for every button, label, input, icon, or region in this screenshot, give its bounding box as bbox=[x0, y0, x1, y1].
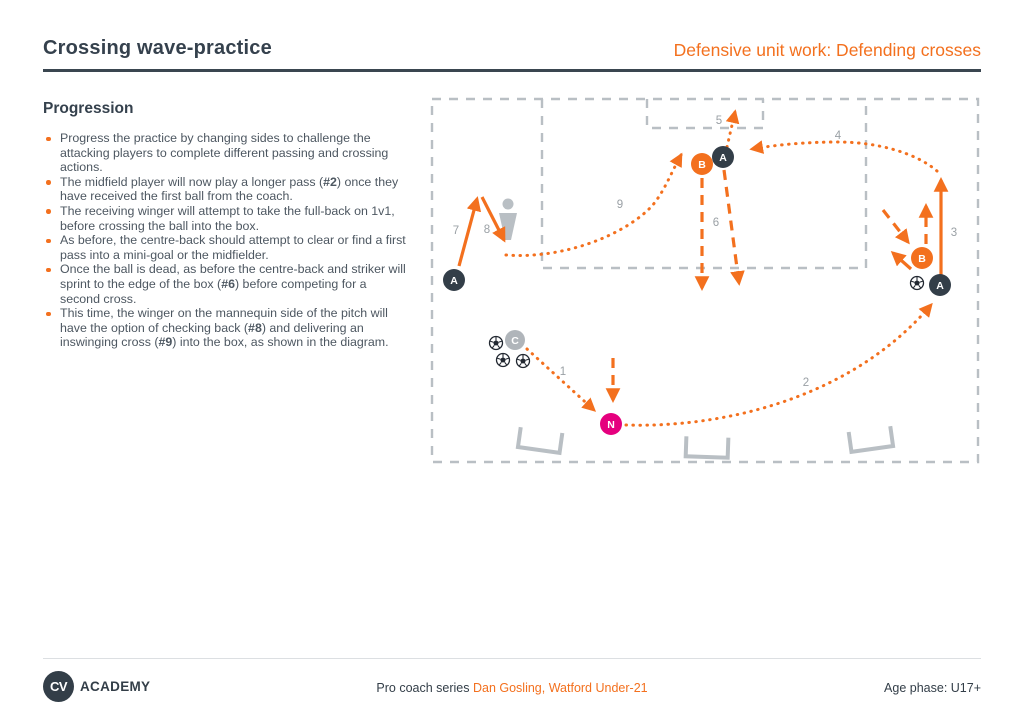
step-label-5: 5 bbox=[715, 115, 723, 127]
svg-text:A: A bbox=[936, 279, 944, 292]
pass-arrow-1 bbox=[527, 349, 594, 410]
cv-logo-icon: CV bbox=[43, 671, 74, 702]
progression-bullet: Once the ball is dead, as before the centre-back and striker will sprint to the edge of the box (#6) before competing for a second cross. bbox=[43, 262, 407, 306]
cv-academy-logo bbox=[43, 671, 150, 702]
series-label: Pro coach series bbox=[376, 681, 473, 695]
step-label-9: 9 bbox=[616, 199, 624, 211]
ball-icon bbox=[517, 355, 530, 368]
player-b-top bbox=[691, 153, 713, 175]
pass-arrow-2 bbox=[626, 305, 931, 425]
svg-text:N: N bbox=[607, 418, 615, 431]
mini-goal-center bbox=[686, 438, 729, 457]
penalty-box bbox=[542, 99, 866, 268]
progression-bullet: The midfield player will now play a longer pass (#2) once they have received the first ball from the coach. bbox=[43, 175, 407, 204]
mini-goal-right bbox=[849, 428, 893, 452]
mini-goal-left bbox=[518, 429, 562, 453]
run-arrow-7 bbox=[459, 199, 477, 266]
svg-text:B: B bbox=[698, 158, 706, 171]
progression-bullet: The receiving winger will attempt to take the full-back on 1v1, before crossing the ball into the box. bbox=[43, 204, 407, 233]
progression-bullet: Progress the practice by changing sides to challenge the attacking players to complete different passing and crossing actions. bbox=[43, 131, 407, 175]
svg-text:B: B bbox=[918, 252, 926, 265]
step-label-7: 7 bbox=[452, 225, 460, 237]
ball-icon bbox=[497, 354, 510, 367]
six-yard-box bbox=[647, 99, 763, 128]
logo-wordmark: ACADEMY bbox=[80, 679, 151, 694]
svg-text:A: A bbox=[450, 274, 458, 287]
progression-bullet: As before, the centre-back should attempt to clear or find a first pass into a mini-goal or the midfielder. bbox=[43, 233, 407, 262]
progression-heading: Progression bbox=[43, 100, 134, 117]
svg-text:A: A bbox=[719, 151, 727, 164]
page-title: Crossing wave-practice bbox=[43, 37, 272, 59]
step-label-3: 3 bbox=[950, 227, 958, 239]
footer-divider bbox=[43, 658, 981, 659]
run-arrow-defender-in bbox=[883, 210, 908, 242]
player-b-right bbox=[911, 247, 933, 269]
step-label-8: 8 bbox=[483, 224, 491, 236]
svg-text:C: C bbox=[511, 334, 519, 347]
neutral-player-marker bbox=[600, 413, 622, 435]
series-credit bbox=[376, 681, 647, 695]
page-subtitle: Defensive unit work: Defending crosses bbox=[673, 40, 981, 60]
cross-arrow-4 bbox=[752, 142, 937, 171]
run-arrow-6b bbox=[724, 170, 739, 283]
step-label-2: 2 bbox=[802, 377, 810, 389]
step-label-6: 6 bbox=[712, 217, 720, 229]
step-label-4: 4 bbox=[834, 130, 842, 142]
shot-arrow-5 bbox=[727, 112, 735, 147]
progression-bullet: This time, the winger on the mannequin side of the pitch will have the option of checking back (#8) and delivering an inswinging cross (#9) into the box, as shown in the diagram. bbox=[43, 306, 407, 350]
step-label-1: 1 bbox=[559, 366, 567, 378]
ball-icon bbox=[911, 277, 924, 290]
age-phase: Age phase: U17+ bbox=[884, 681, 981, 695]
player-a-left bbox=[443, 269, 465, 291]
series-coach-name: Dan Gosling, Watford Under-21 bbox=[472, 681, 648, 695]
coach-marker bbox=[505, 330, 525, 350]
ball-icon bbox=[490, 337, 503, 350]
player-a-right bbox=[929, 274, 951, 296]
cross-arrow-9 bbox=[506, 155, 681, 255]
player-a-top bbox=[712, 146, 734, 168]
run-arrow-clear bbox=[893, 253, 911, 269]
